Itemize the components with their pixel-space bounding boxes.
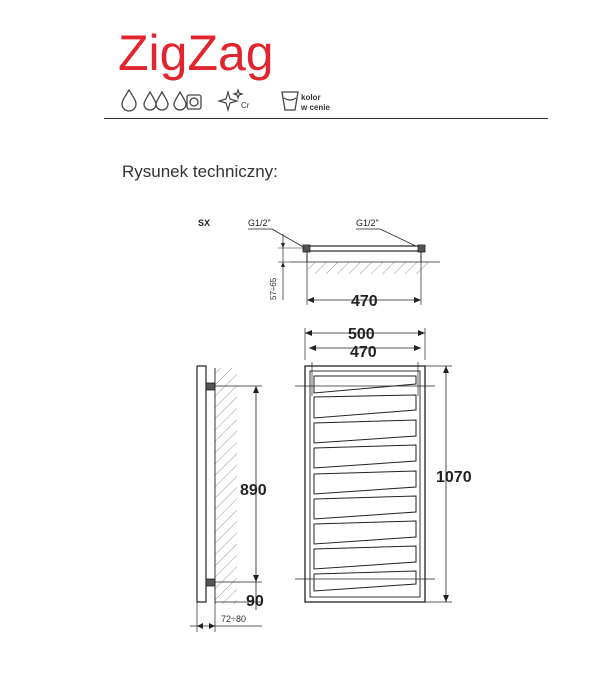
wall-distance-label: 72÷80 [221,614,246,624]
depth-range-label: 57÷65 [269,277,278,300]
front-view [295,326,472,602]
product-title: ZigZag [118,25,274,81]
outer-width-label: 500 [348,326,375,343]
bottom-offset-label: 90 [246,593,264,610]
height-label: 1070 [436,469,472,486]
section-subtitle: Rysunek techniczny: [122,162,278,181]
color-label-line2: w cenie [301,103,330,112]
connector-right-label: G1/2" [356,218,379,228]
color-label-line1: kolor [301,93,321,102]
top-width-label: 470 [351,293,378,310]
side-view [190,366,267,632]
top-view [198,218,440,310]
mount-spacing-label: 890 [240,482,267,499]
chrome-label: Cr [241,101,250,110]
variant-label: SX [198,218,211,228]
inner-width-label: 470 [350,344,377,361]
connector-left-label: G1/2" [248,218,271,228]
